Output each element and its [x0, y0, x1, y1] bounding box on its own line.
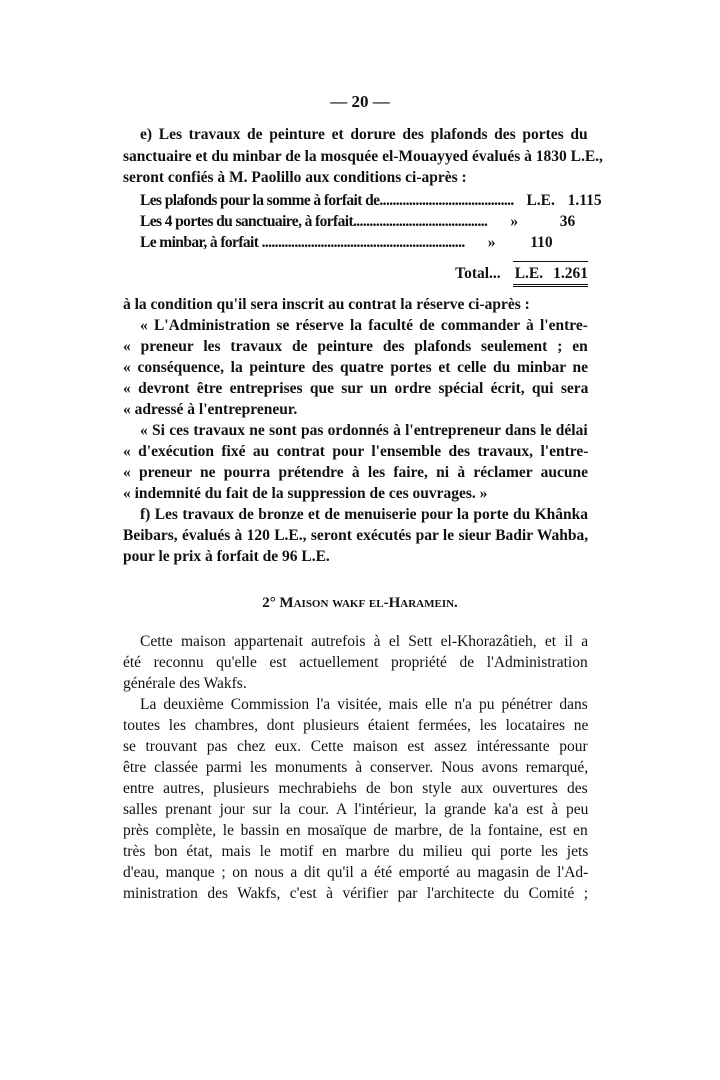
cost-row	[140, 233, 553, 252]
text-line: « preneur ne pourra prétendre à les faire, ni à réclamer aucune	[123, 464, 589, 481]
text-line: « indemnité du fait de la suppression de ces ouvrages. »	[123, 485, 488, 502]
text-line: « d'exécution fixé au contrat pour l'ensemble des travaux, l'entre-	[123, 443, 589, 460]
cost-amount: 36	[559, 213, 576, 230]
text-line: très bon état, mais le motif en marbre du milieu qui porte les jets	[123, 843, 589, 860]
cost-currency: »	[487, 234, 496, 251]
total-double-rule	[513, 284, 588, 287]
text-line: « adressé à l'entrepreneur.	[123, 401, 298, 418]
text-line: été reconnu qu'elle est actuellement propriété de l'Administration	[123, 654, 588, 671]
sum-rule	[513, 261, 588, 262]
total-row	[455, 264, 588, 283]
text-line: à la condition qu'il sera inscrit au contrat la réserve ci-après :	[123, 296, 530, 313]
cost-row	[140, 212, 575, 231]
cost-amount: 110	[530, 234, 553, 251]
text-line: ministration des Wakfs, c'est à vérifier par l'architecte du Comité ;	[123, 885, 589, 902]
cost-row	[140, 191, 602, 210]
text-line: Cette maison appartenait autrefois à el Sett el-Khorazâtieh, et il a	[140, 633, 589, 650]
text-line: « devront être entreprises que sur un ordre spécial écrit, qui sera	[123, 380, 589, 397]
text-line: e) Les travaux de peinture et dorure des plafonds des portes du	[140, 126, 588, 143]
text-line: toutes les chambres, dont plusieurs étaient fermées, les locataires ne	[123, 717, 589, 734]
cost-currency: »	[510, 213, 519, 230]
cost-currency: L.E.	[526, 192, 555, 209]
total-currency: L.E.	[514, 265, 544, 282]
text-line: salles prenant jour sur la cour. A l'intérieur, la grande ka'a est à peu	[123, 801, 589, 818]
text-line: d'eau, manque ; on nous a dit qu'il a été emporté au magasin de l'Ad-	[123, 864, 589, 881]
text-line: entre autres, plusieurs mechrabiehs de bon style aux ouvertures des	[123, 780, 588, 797]
cost-label: Le minbar, à forfait ..............................................................	[140, 234, 465, 251]
cost-amount: 1.115	[567, 192, 602, 209]
text-line: près complète, le bassin en mosaïque de marbre, de la fontaine, est en	[123, 822, 588, 839]
text-line: « preneur les travaux de peinture des plafonds seulement ; en	[123, 338, 588, 355]
text-line: seront confiés à M. Paolillo aux conditions ci-après :	[123, 169, 467, 186]
text-line: se trouvant pas chez eux. Cette maison est assez intéressante pour	[123, 738, 588, 755]
text-line: Beibars, évalués à 120 L.E., seront exécutés par le sieur Badir Wahba,	[123, 527, 589, 544]
text-line: être classée parmi les monuments à conserver. Nous avons remarqué,	[123, 759, 589, 776]
text-line: pour le prix à forfait de 96 L.E.	[123, 548, 330, 565]
cost-label: Les 4 portes du sanctuaire, à forfait.........................................	[140, 213, 488, 230]
text-line: La deuxième Commission l'a visitée, mais elle n'a pu pénétrer dans	[140, 696, 588, 713]
total-amount: 1.261	[553, 265, 588, 282]
text-line: f) Les travaux de bronze et de menuiserie pour la porte du Khânka	[140, 506, 589, 523]
section-heading: 2° Maison wakf el-Haramein.	[262, 595, 458, 611]
text-line: générale des Wakfs.	[123, 675, 247, 692]
text-line: « L'Administration se réserve la faculté de commander à l'entre-	[140, 317, 588, 334]
text-line: « Si ces travaux ne sont pas ordonnés à l'entrepreneur dans le délai	[140, 422, 588, 439]
text-line: « conséquence, la peinture des quatre portes et celle du minbar ne	[123, 359, 588, 376]
text-line: sanctuaire et du minbar de la mosquée el-Mouayyed évalués à 1830 L.E.,	[123, 148, 603, 165]
total-label: Total...	[455, 265, 501, 282]
page-number: — 20 —	[330, 92, 390, 111]
cost-label: Les plafonds pour la somme à forfait de.........................................	[140, 192, 514, 209]
